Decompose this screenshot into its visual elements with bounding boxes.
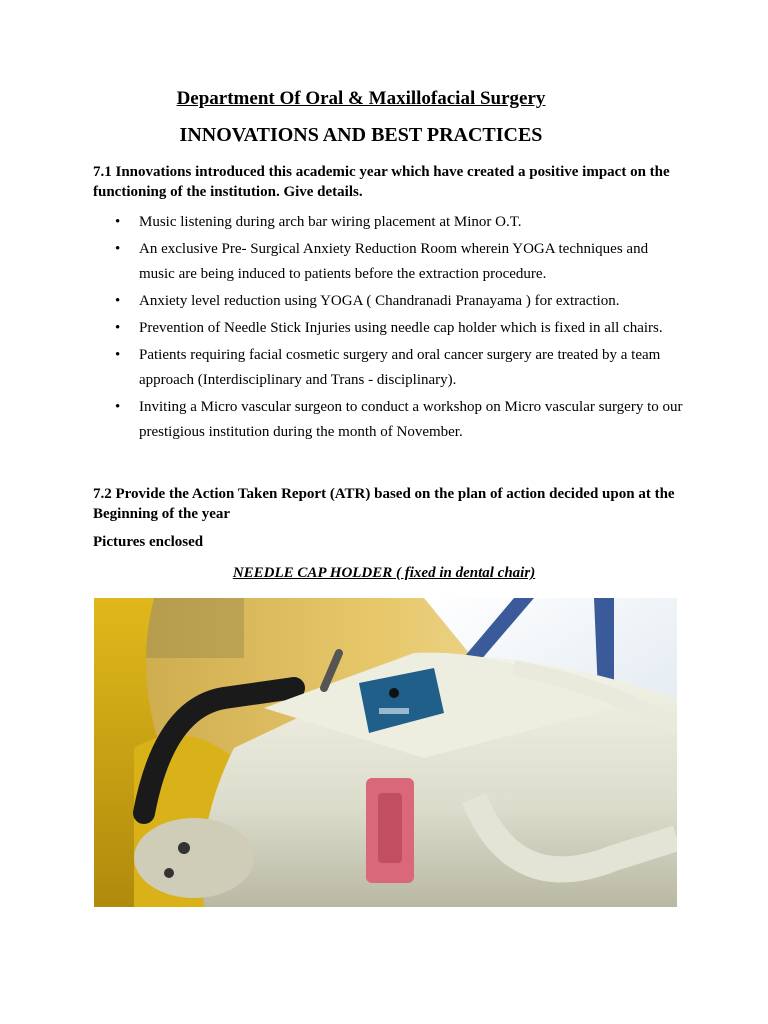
list-item: • An exclusive Pre- Surgical Anxiety Reduction Room wherein YOGA techniques and music are being induced to patients before the extraction procedure. (93, 237, 683, 287)
photo-caption: NEEDLE CAP HOLDER ( fixed in dental chair) (232, 565, 536, 581)
list-item: • Patients requiring facial cosmetic surgery and oral cancer surgery are treated by a team approach (Interdisciplinary and Trans - disciplinary). (93, 343, 683, 393)
page-title: INNOVATIONS AND BEST PRACTICES (179, 124, 543, 146)
question-7-2: 7.2 Provide the Action Taken Report (ATR) based on the plan of action decided upon at the Beginning of the year (93, 486, 675, 522)
pictures-enclosed-label: Pictures enclosed (93, 534, 204, 550)
innovations-list (93, 210, 683, 447)
needle-cap-holder-photo (94, 598, 677, 907)
list-item: • Music listening during arch bar wiring placement at Minor O.T. (93, 210, 683, 235)
list-item: • Prevention of Needle Stick Injuries using needle cap holder which is fixed in all chairs. (93, 316, 683, 341)
question-7-1: 7.1 Innovations introduced this academic year which have created a positive impact on the functioning of the institution. Give details. (93, 164, 670, 200)
department-heading: Department Of Oral & Maxillofacial Surgery (176, 88, 546, 109)
list-item: • Inviting a Micro vascular surgeon to conduct a workshop on Micro vascular surgery to our prestigious institution during the month of November. (93, 395, 683, 445)
list-item: • Anxiety level reduction using YOGA ( Chandranadi Pranayama ) for extraction. (93, 289, 683, 314)
